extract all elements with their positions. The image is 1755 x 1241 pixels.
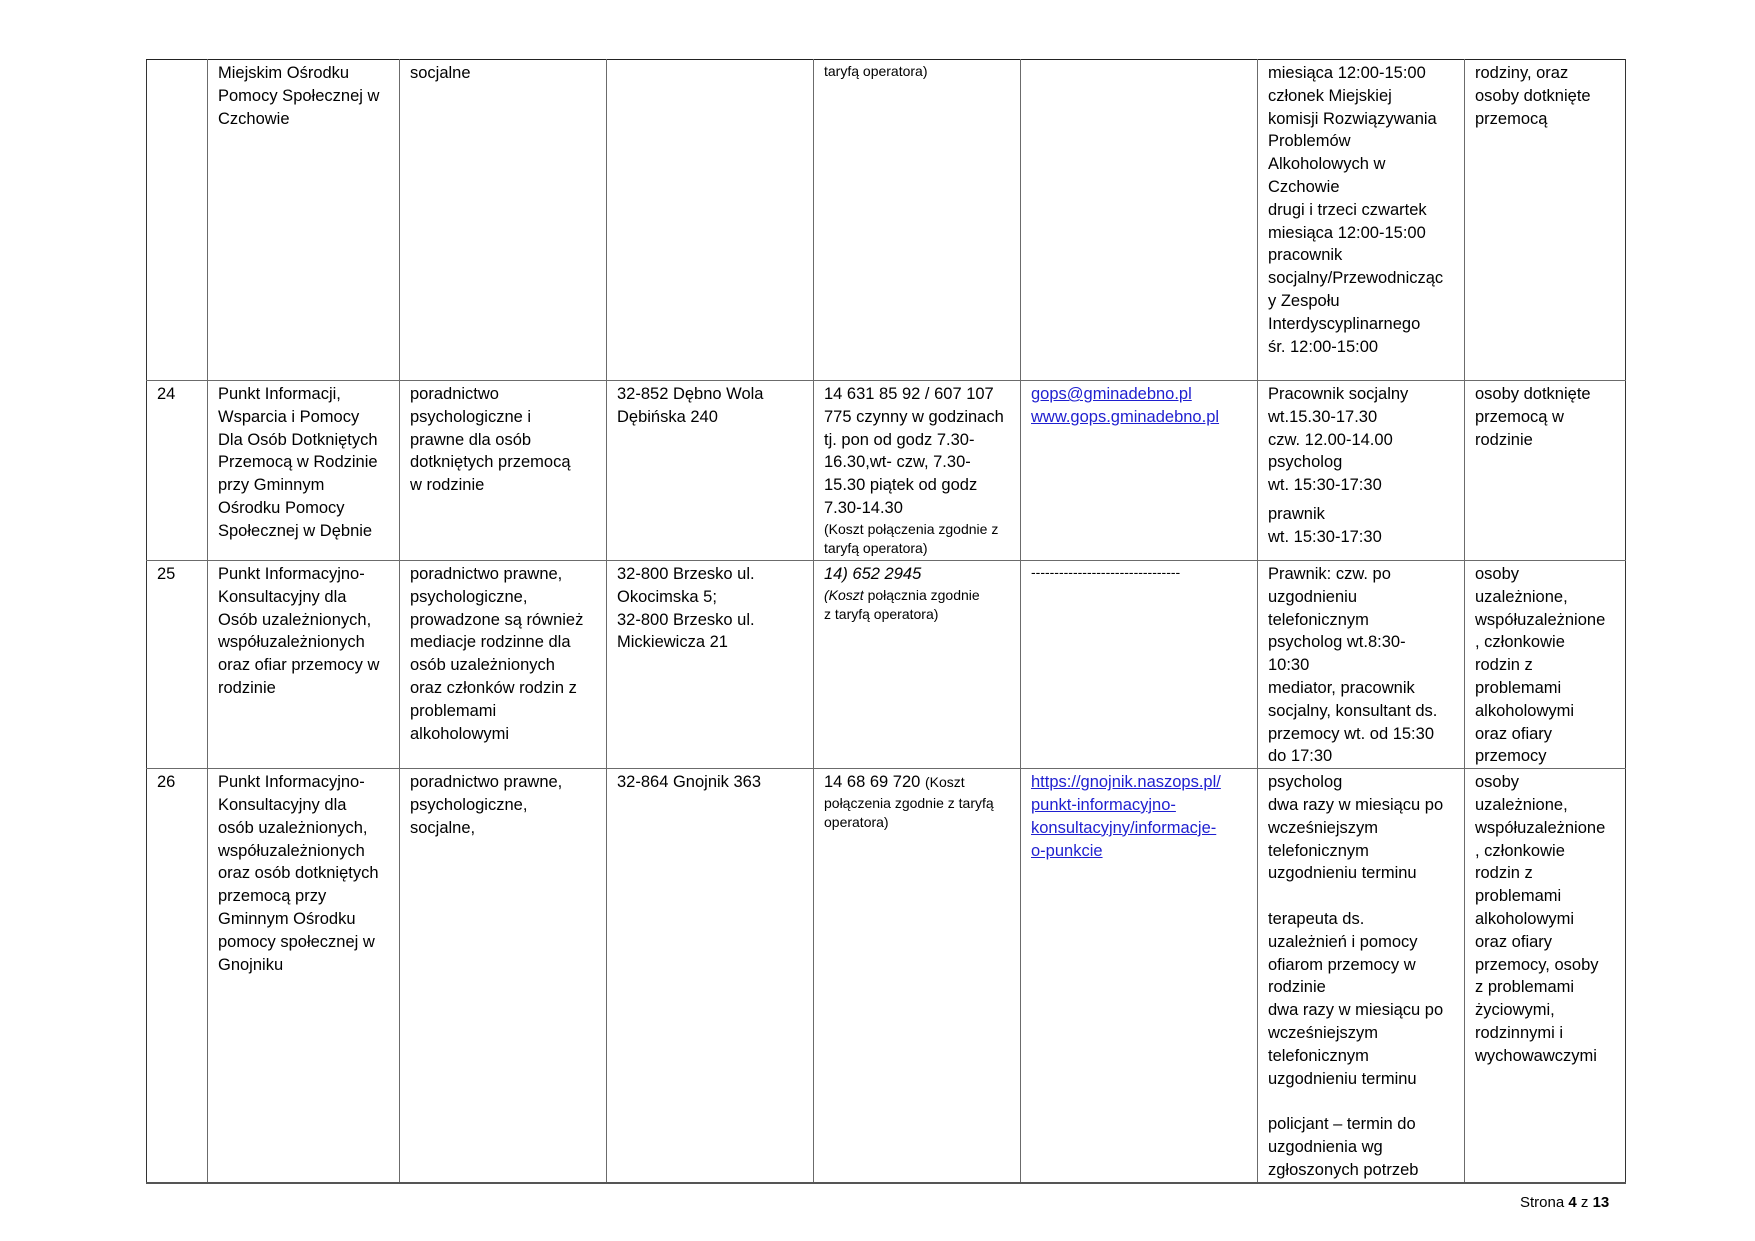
text-line: pracownik (1268, 246, 1343, 265)
phone-note: operatora) (824, 813, 889, 830)
text-line: tj. pon od godz 7.30- (824, 430, 975, 449)
cell-number (147, 769, 208, 1183)
cell-address (607, 60, 814, 381)
text-line: (Koszt połączenia zgodnie z (824, 520, 999, 537)
row-number: 25 (157, 565, 176, 583)
text-line: wt. 15:30-17:30 (1268, 476, 1382, 495)
text-line: Dębińska 240 (617, 407, 718, 426)
text-line: Gnojniku (218, 955, 284, 974)
text-line: do 17:30 (1268, 747, 1333, 766)
text-line: Problemów (1268, 132, 1351, 151)
text-line: Interdyscyplinarnego (1268, 314, 1421, 333)
web-placeholder: -------------------------------- (1031, 564, 1181, 580)
cell-hours (1258, 381, 1465, 561)
cell-name (208, 60, 400, 381)
text-line: Konsultacyjny dla (218, 795, 347, 814)
text-line: socjalne (410, 64, 471, 82)
phone-note: z taryfą operatora) (824, 605, 939, 622)
cell-number (147, 381, 208, 561)
text-line: osoby (1475, 773, 1520, 792)
text-line: przemocą przy (218, 887, 327, 906)
cell-phone (814, 381, 1021, 561)
text-line: 32-852 Dębno Wola (617, 385, 764, 403)
text-line: rodzinie (218, 678, 276, 697)
cell-target (1465, 60, 1626, 381)
text-line: oraz ofiar przemocy w (218, 656, 380, 675)
text-line: punkt-informacyjno- (1031, 795, 1176, 814)
text-line: dotkniętych przemocą (410, 453, 571, 472)
text-line: wt.15.30-17.30 (1268, 407, 1378, 426)
text-line: współuzależnionych (218, 633, 365, 652)
text-line: Pomocy Społecznej w (218, 86, 380, 105)
text-line: oraz ofiary (1475, 724, 1553, 743)
text-line: telefonicznym (1268, 1046, 1369, 1065)
text-line: telefonicznym (1268, 610, 1369, 629)
text-line: uzgodnieniu terminu (1268, 1069, 1417, 1088)
text-line (1268, 1090, 1454, 1113)
text-line: członek Miejskiej (1268, 86, 1392, 105)
text-line: przemocy, osoby (1475, 955, 1599, 974)
text-line: , członkowie (1475, 841, 1565, 860)
total-pages: 13 (1592, 1194, 1610, 1211)
text-line: Punkt Informacyjno- (218, 565, 365, 583)
text-line: Gminnym Ośrodku (218, 909, 356, 928)
cell-services (400, 769, 607, 1183)
text-line: Czchowie (1268, 177, 1340, 196)
text-line: wychowawczymi (1475, 1046, 1597, 1065)
text-line: Mickiewicza 21 (617, 633, 728, 652)
cell-web (1021, 381, 1258, 561)
text-line: 15.30 piątek od godz (824, 476, 978, 495)
phone-note: (Koszt (924, 774, 965, 791)
text-line: telefonicznym (1268, 841, 1369, 860)
cell-name (208, 769, 400, 1183)
text-line: osób uzależnionych, (218, 818, 368, 837)
text-line: mediator, pracownik (1268, 678, 1415, 697)
text-line: komisji Rozwiązywania (1268, 109, 1437, 128)
text-line: Czchowie (218, 109, 290, 128)
text-line: przemocy (1475, 747, 1547, 766)
text-line: oraz ofiary (1475, 932, 1553, 951)
text-line: przy Gminnym (218, 476, 325, 495)
text-line: miesiąca 12:00-15:00 (1268, 64, 1426, 82)
page-label: Strona (1520, 1194, 1569, 1211)
page-separator: z (1576, 1194, 1593, 1211)
cell-services (400, 60, 607, 381)
text-line: problemami (1475, 678, 1562, 697)
services-table (146, 59, 1626, 1184)
text-line: współuzależnione (1475, 818, 1606, 837)
text-line: taryfą operatora) (824, 539, 928, 556)
text-line: dwa razy w miesiącu po (1268, 795, 1444, 814)
text-line: psycholog (1268, 453, 1343, 472)
table-row (147, 60, 1626, 381)
text-line: drugi i trzeci czwartek (1268, 200, 1427, 219)
text-line: Punkt Informacji, (218, 385, 341, 403)
row-number: 24 (157, 385, 176, 403)
text-line: rodzinie (1475, 430, 1533, 449)
phone-note: połącznia zgodnie (863, 586, 980, 603)
text-line: oraz osób dotkniętych (218, 864, 379, 883)
cell-address (607, 561, 814, 769)
text-line: rodzin z (1475, 864, 1533, 883)
text-line: miesiąca 12:00-15:00 (1268, 223, 1426, 242)
text-line: uzgodnienia wg (1268, 1137, 1383, 1156)
cell-number (147, 60, 208, 381)
text-line: Konsultacyjny dla (218, 587, 347, 606)
cell-number (147, 561, 208, 769)
phone-note: taryfą operatora) (824, 63, 928, 79)
text-line: 16.30,wt- czw, 7.30- (824, 453, 971, 472)
cell-name (208, 381, 400, 561)
text-line: wcześniejszym (1268, 818, 1379, 837)
text-line: Pracownik socjalny (1268, 385, 1409, 403)
text-line: osoby dotknięte (1475, 385, 1591, 403)
phone-note: (Koszt (824, 586, 864, 603)
text-line: ofiarom przemocy w (1268, 955, 1416, 974)
cell-phone (814, 561, 1021, 769)
text-line: Przemocą w Rodzinie (218, 453, 378, 472)
phone-note: połączenia zgodnie z taryfą (824, 794, 994, 811)
text-line: uzależnień i pomocy (1268, 932, 1418, 951)
text-line: zgłoszonych potrzeb (1268, 1160, 1419, 1179)
text-line: 10:30 (1268, 656, 1310, 675)
text-line: śr. 12:00-15:00 (1268, 337, 1379, 356)
text-line: Dla Osób Dotkniętych (218, 430, 378, 449)
text-line: przemocy wt. od 15:30 (1268, 724, 1434, 743)
text-line (1268, 885, 1454, 908)
cell-web (1021, 60, 1258, 381)
text-line: Alkoholowych w (1268, 155, 1386, 174)
text-line: psychologiczne, (410, 795, 528, 814)
text-line: życiowymi, (1475, 1001, 1555, 1020)
text-line: z problemami (1475, 978, 1575, 997)
text-line: problemami (410, 701, 497, 720)
cell-target (1465, 561, 1626, 769)
cell-web (1021, 769, 1258, 1183)
website-link[interactable]: www.gops.gminadebno.pl (1031, 407, 1220, 426)
text-line: socjalny/Przewodnicząc (1268, 269, 1444, 288)
text-line: oraz członków rodzin z (410, 678, 577, 697)
email-link[interactable]: gops@gminadebno.pl (1031, 385, 1192, 403)
text-line: psychologiczne, (410, 587, 528, 606)
text-line: poradnictwo prawne, (410, 773, 563, 792)
text-line: wcześniejszym (1268, 1023, 1379, 1042)
text-line: Wsparcia i Pomocy (218, 407, 360, 426)
text-line: rodzinnymi i (1475, 1023, 1564, 1042)
text-line: osób uzależnionych (410, 656, 555, 675)
cell-services (400, 561, 607, 769)
text-line: prowadzone są również (410, 610, 584, 629)
phone-number: 14) 652 2945 (824, 565, 922, 583)
text-line: rodzinie (1268, 978, 1326, 997)
text-line: alkoholowymi (1475, 909, 1575, 928)
text-line: poradnictwo prawne, (410, 565, 563, 583)
text-line: y Zespołu (1268, 291, 1340, 310)
text-line: psycholog wt.8:30- (1268, 633, 1406, 652)
table-row (147, 561, 1626, 769)
text-line: Punkt Informacyjno- (218, 773, 365, 792)
text-line: alkoholowymi (1475, 701, 1575, 720)
row-number: 26 (157, 773, 176, 792)
text-line: uzgodnieniu terminu (1268, 864, 1417, 883)
text-line: https://gnojnik.naszops.pl/ (1031, 773, 1221, 792)
text-line: 32-800 Brzesko ul. (617, 610, 755, 629)
text-line: socjalny, konsultant ds. (1268, 701, 1438, 720)
text-line: alkoholowymi (410, 724, 510, 743)
cell-hours (1258, 561, 1465, 769)
cell-web (1021, 561, 1258, 769)
text-line: współuzależnionych (218, 841, 365, 860)
table-row (147, 769, 1626, 1183)
text-line: prawne dla osób (410, 430, 532, 449)
text-line: uzgodnieniu (1268, 587, 1357, 606)
text-line: przemocą (1475, 109, 1548, 128)
table-row (147, 381, 1626, 561)
text-line: problemami (1475, 887, 1562, 906)
text-line: Osób uzależnionych, (218, 610, 372, 629)
text-line: rodzin z (1475, 656, 1533, 675)
text-line: 775 czynny w godzinach (824, 407, 1004, 426)
text-line: Miejskim Ośrodku (218, 64, 350, 82)
text-line: czw. 12.00-14.00 (1268, 430, 1393, 449)
cell-target (1465, 381, 1626, 561)
text-line: uzależnione, (1475, 587, 1568, 606)
cell-services (400, 381, 607, 561)
text-line: w rodzinie (410, 476, 485, 495)
cell-hours (1258, 60, 1465, 381)
text-line: psychologiczne i (410, 407, 532, 426)
text-line: dwa razy w miesiącu po (1268, 1001, 1444, 1020)
text-line: Społecznej w Dębnie (218, 521, 373, 540)
cell-phone (814, 60, 1021, 381)
text-line: pomocy społecznej w (218, 932, 375, 951)
text-line: uzależnione, (1475, 795, 1568, 814)
text-line: 32-864 Gnojnik 363 (617, 773, 762, 792)
text-line: wt. 15:30-17:30 (1268, 527, 1382, 546)
text-line: 32-800 Brzesko ul. (617, 565, 755, 583)
cell-name (208, 561, 400, 769)
text-line: Ośrodku Pomocy (218, 498, 345, 517)
current-page: 4 (1568, 1194, 1577, 1211)
text-line: osoby dotknięte (1475, 86, 1591, 105)
website-link[interactable] (1031, 771, 1247, 862)
text-line: mediacje rodzinne dla (410, 633, 571, 652)
text-line: psycholog (1268, 773, 1343, 792)
text-line: policjant – termin do (1268, 1115, 1416, 1134)
page-footer (1520, 1194, 1609, 1211)
text-line: , członkowie (1475, 633, 1565, 652)
cell-address (607, 381, 814, 561)
text-line: współuzależnione (1475, 610, 1606, 629)
cell-phone (814, 769, 1021, 1183)
text-line: prawnik (1268, 504, 1325, 523)
text-line: osoby (1475, 565, 1520, 583)
cell-target (1465, 769, 1626, 1183)
text-line: Prawnik: czw. po (1268, 565, 1391, 583)
text-line: socjalne, (410, 818, 476, 837)
phone-number: 14 68 69 720 (824, 773, 921, 792)
text-line: terapeuta ds. (1268, 909, 1365, 928)
text-line: Okocimska 5; (617, 587, 717, 606)
cell-address (607, 769, 814, 1183)
cell-hours (1258, 769, 1465, 1183)
text-line: o-punkcie (1031, 841, 1103, 860)
text-line: 7.30-14.30 (824, 498, 903, 517)
text-line: przemocą w (1475, 407, 1564, 426)
text-line: 14 631 85 92 / 607 107 (824, 385, 994, 403)
text-line: poradnictwo (410, 385, 499, 403)
text-line: rodziny, oraz (1475, 64, 1569, 82)
text-line: konsultacyjny/informacje- (1031, 818, 1217, 837)
